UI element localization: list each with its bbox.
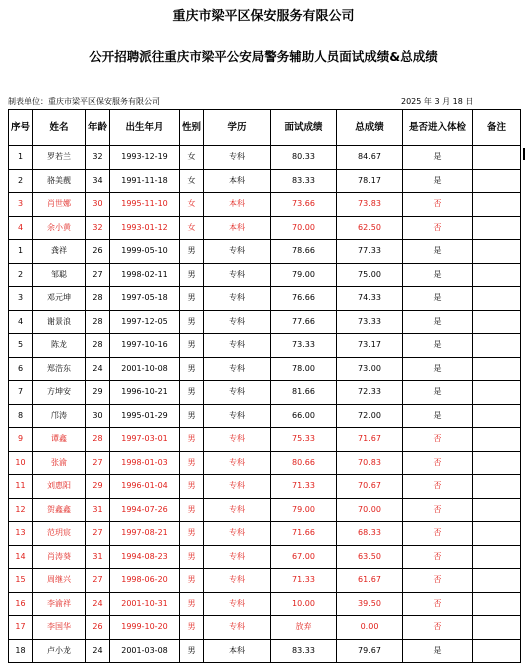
cell-birth: 2001-10-31 [110,592,180,616]
cell-gender: 男 [180,522,204,546]
cell-age: 30 [86,404,110,428]
table-row [9,592,521,616]
cell-total-score: 73.33 [337,310,403,334]
cell-birth: 1996-01-04 [110,475,180,499]
cell-no: 13 [9,522,33,546]
table-row [9,616,521,640]
cell-gender: 男 [180,310,204,334]
cell-name: 范玥宸 [33,522,86,546]
cell-name: 邹聪 [33,263,86,287]
cell-age: 24 [86,592,110,616]
cell-total-score: 62.50 [337,216,403,240]
cell-age: 26 [86,240,110,264]
cell-physical-exam: 是 [403,263,473,287]
cell-no: 15 [9,569,33,593]
cell-education: 本科 [204,216,271,240]
cell-name: 骆美靓 [33,169,86,193]
score-table [8,109,521,663]
cell-total-score: 73.83 [337,193,403,217]
header-no: 序号 [9,110,33,146]
cell-age: 24 [86,639,110,663]
cell-total-score: 61.67 [337,569,403,593]
cell-physical-exam: 是 [403,381,473,405]
table-body [9,146,521,663]
table-header-row [9,110,521,146]
cell-birth: 1996-10-21 [110,381,180,405]
cell-name: 谭鑫 [33,428,86,452]
cell-age: 27 [86,451,110,475]
header-education: 学历 [204,110,271,146]
cell-education: 专科 [204,569,271,593]
cell-interview-score: 67.00 [271,545,337,569]
cell-remark [473,169,521,193]
cell-gender: 男 [180,357,204,381]
cell-interview-score: 77.66 [271,310,337,334]
table-row [9,146,521,170]
cell-remark [473,498,521,522]
cell-education: 专科 [204,287,271,311]
cell-no: 3 [9,193,33,217]
cell-education: 专科 [204,498,271,522]
cell-age: 34 [86,169,110,193]
table-row [9,522,521,546]
cell-total-score: 0.00 [337,616,403,640]
table-row [9,639,521,663]
cell-physical-exam: 否 [403,592,473,616]
cell-no: 11 [9,475,33,499]
cell-education: 专科 [204,522,271,546]
cell-physical-exam: 是 [403,639,473,663]
cell-remark [473,334,521,358]
header-total-score: 总成绩 [337,110,403,146]
cell-total-score: 72.00 [337,404,403,428]
cell-interview-score: 73.66 [271,193,337,217]
cell-remark [473,193,521,217]
cell-remark [473,569,521,593]
cell-remark [473,287,521,311]
cell-physical-exam: 否 [403,475,473,499]
cell-gender: 男 [180,404,204,428]
cell-physical-exam: 是 [403,334,473,358]
cell-gender: 男 [180,381,204,405]
table-row [9,310,521,334]
table-row [9,428,521,452]
header-birth: 出生年月 [110,110,180,146]
cell-birth: 1998-02-11 [110,263,180,287]
cell-gender: 男 [180,334,204,358]
cell-total-score: 70.67 [337,475,403,499]
cell-physical-exam: 是 [403,240,473,264]
cell-education: 专科 [204,146,271,170]
cell-no: 14 [9,545,33,569]
cell-gender: 男 [180,498,204,522]
cell-remark [473,263,521,287]
cell-no: 18 [9,639,33,663]
header-name: 姓名 [33,110,86,146]
table-row [9,569,521,593]
cell-birth: 1994-07-26 [110,498,180,522]
cell-name: 谢景浪 [33,310,86,334]
issue-date: 2025 年 3 月 18 日 [401,97,474,106]
cell-interview-score: 73.33 [271,334,337,358]
cell-remark [473,146,521,170]
cell-no: 2 [9,169,33,193]
cell-gender: 男 [180,616,204,640]
cell-total-score: 78.17 [337,169,403,193]
cell-age: 32 [86,146,110,170]
cell-birth: 1997-12-05 [110,310,180,334]
text-cursor [523,148,525,160]
cell-name: 陈龙 [33,334,86,358]
cell-gender: 男 [180,287,204,311]
cell-interview-score: 80.33 [271,146,337,170]
cell-birth: 1997-08-21 [110,522,180,546]
cell-remark [473,639,521,663]
cell-physical-exam: 否 [403,616,473,640]
cell-physical-exam: 否 [403,522,473,546]
header-gender: 性别 [180,110,204,146]
cell-age: 28 [86,287,110,311]
cell-remark [473,381,521,405]
cell-age: 29 [86,475,110,499]
cell-birth: 1993-12-19 [110,146,180,170]
header-remark: 备注 [473,110,521,146]
cell-gender: 男 [180,545,204,569]
cell-birth: 1997-03-01 [110,428,180,452]
cell-age: 32 [86,216,110,240]
cell-gender: 女 [180,169,204,193]
cell-total-score: 73.17 [337,334,403,358]
cell-birth: 1999-10-20 [110,616,180,640]
cell-physical-exam: 是 [403,310,473,334]
cell-age: 28 [86,310,110,334]
cell-name: 贺鑫鑫 [33,498,86,522]
cell-age: 28 [86,428,110,452]
cell-education: 专科 [204,263,271,287]
cell-interview-score: 66.00 [271,404,337,428]
cell-name: 肖涛葵 [33,545,86,569]
table-row [9,475,521,499]
cell-interview-score: 71.33 [271,569,337,593]
cell-birth: 1995-11-10 [110,193,180,217]
cell-education: 专科 [204,240,271,264]
cell-education: 专科 [204,310,271,334]
cell-education: 本科 [204,639,271,663]
cell-no: 9 [9,428,33,452]
table-row [9,404,521,428]
cell-no: 7 [9,381,33,405]
cell-gender: 男 [180,569,204,593]
cell-birth: 1997-05-18 [110,287,180,311]
cell-no: 12 [9,498,33,522]
cell-no: 6 [9,357,33,381]
cell-remark [473,592,521,616]
cell-birth: 2001-10-08 [110,357,180,381]
cell-total-score: 84.67 [337,146,403,170]
cell-birth: 1999-05-10 [110,240,180,264]
cell-gender: 男 [180,428,204,452]
cell-remark [473,240,521,264]
cell-interview-score: 75.33 [271,428,337,452]
document-meta [8,96,520,108]
cell-name: 龚祥 [33,240,86,264]
cell-physical-exam: 否 [403,451,473,475]
cell-interview-score: 71.33 [271,475,337,499]
header-physical-exam: 是否进入体检 [403,110,473,146]
cell-no: 1 [9,146,33,170]
cell-birth: 1995-01-29 [110,404,180,428]
cell-interview-score: 83.33 [271,639,337,663]
cell-remark [473,475,521,499]
document-title: 公开招聘派往重庆市梁平公安局警务辅助人员面试成绩&总成绩 [89,49,438,64]
cell-total-score: 79.67 [337,639,403,663]
cell-education: 专科 [204,357,271,381]
cell-gender: 女 [180,146,204,170]
cell-total-score: 39.50 [337,592,403,616]
cell-education: 专科 [204,545,271,569]
cell-education: 专科 [204,592,271,616]
cell-birth: 1994-08-23 [110,545,180,569]
cell-name: 刘惠阳 [33,475,86,499]
cell-name: 方坤安 [33,381,86,405]
table-row [9,357,521,381]
cell-total-score: 71.67 [337,428,403,452]
cell-gender: 男 [180,451,204,475]
cell-birth: 2001-03-08 [110,639,180,663]
cell-education: 本科 [204,169,271,193]
cell-name: 卢小龙 [33,639,86,663]
cell-no: 4 [9,216,33,240]
cell-name: 郑浩东 [33,357,86,381]
cell-gender: 男 [180,639,204,663]
cell-name: 邓元坤 [33,287,86,311]
cell-physical-exam: 否 [403,569,473,593]
cell-education: 专科 [204,451,271,475]
cell-total-score: 70.83 [337,451,403,475]
cell-total-score: 75.00 [337,263,403,287]
cell-interview-score: 83.33 [271,169,337,193]
cell-total-score: 68.33 [337,522,403,546]
cell-education: 专科 [204,428,271,452]
cell-total-score: 72.33 [337,381,403,405]
cell-remark [473,404,521,428]
cell-no: 16 [9,592,33,616]
cell-name: 李渝祥 [33,592,86,616]
table-row [9,287,521,311]
cell-education: 专科 [204,475,271,499]
cell-total-score: 63.50 [337,545,403,569]
cell-age: 24 [86,357,110,381]
cell-interview-score: 70.00 [271,216,337,240]
cell-education: 专科 [204,404,271,428]
cell-age: 29 [86,381,110,405]
cell-birth: 1991-11-18 [110,169,180,193]
cell-gender: 男 [180,263,204,287]
cell-no: 17 [9,616,33,640]
cell-name: 李国华 [33,616,86,640]
cell-interview-score: 10.00 [271,592,337,616]
cell-remark [473,616,521,640]
cell-no: 3 [9,287,33,311]
table-row [9,193,521,217]
cell-physical-exam: 否 [403,498,473,522]
table-row [9,169,521,193]
cell-gender: 女 [180,216,204,240]
cell-remark [473,428,521,452]
table-row [9,216,521,240]
cell-no: 10 [9,451,33,475]
table-row [9,545,521,569]
table-row [9,381,521,405]
cell-no: 5 [9,334,33,358]
cell-gender: 男 [180,240,204,264]
cell-gender: 男 [180,592,204,616]
header-interview-score: 面试成绩 [271,110,337,146]
cell-age: 27 [86,263,110,287]
cell-interview-score: 78.66 [271,240,337,264]
cell-birth: 1998-06-20 [110,569,180,593]
cell-name: 罗若兰 [33,146,86,170]
cell-age: 27 [86,569,110,593]
cell-education: 本科 [204,193,271,217]
cell-education: 专科 [204,381,271,405]
cell-no: 2 [9,263,33,287]
cell-physical-exam: 是 [403,357,473,381]
cell-physical-exam: 否 [403,193,473,217]
cell-no: 4 [9,310,33,334]
cell-age: 31 [86,498,110,522]
table-row [9,334,521,358]
cell-remark [473,357,521,381]
company-title: 重庆市梁平区保安服务有限公司 [172,9,355,24]
cell-birth: 1998-01-03 [110,451,180,475]
table-row [9,451,521,475]
cell-total-score: 77.33 [337,240,403,264]
cell-interview-score: 81.66 [271,381,337,405]
cell-total-score: 73.00 [337,357,403,381]
cell-gender: 男 [180,475,204,499]
cell-name: 周继兴 [33,569,86,593]
cell-physical-exam: 是 [403,169,473,193]
cell-no: 1 [9,240,33,264]
cell-physical-exam: 是 [403,404,473,428]
cell-interview-score: 79.00 [271,498,337,522]
table-row [9,240,521,264]
cell-physical-exam: 否 [403,216,473,240]
cell-remark [473,310,521,334]
cell-total-score: 74.33 [337,287,403,311]
cell-age: 30 [86,193,110,217]
cell-interview-score: 78.00 [271,357,337,381]
cell-total-score: 70.00 [337,498,403,522]
cell-physical-exam: 是 [403,287,473,311]
cell-interview-score: 71.66 [271,522,337,546]
cell-birth: 1997-10-16 [110,334,180,358]
cell-remark [473,522,521,546]
issuing-unit: 制表单位：重庆市梁平区保安服务有限公司 [8,97,160,106]
cell-name: 张渝 [33,451,86,475]
cell-physical-exam: 否 [403,545,473,569]
cell-name: 邝涛 [33,404,86,428]
cell-age: 26 [86,616,110,640]
cell-interview-score: 80.66 [271,451,337,475]
cell-birth: 1993-01-12 [110,216,180,240]
cell-remark [473,451,521,475]
cell-education: 专科 [204,616,271,640]
header-age: 年龄 [86,110,110,146]
cell-age: 27 [86,522,110,546]
cell-name: 肖世娜 [33,193,86,217]
cell-remark [473,545,521,569]
cell-age: 31 [86,545,110,569]
cell-physical-exam: 否 [403,428,473,452]
cell-education: 专科 [204,334,271,358]
table-row [9,263,521,287]
cell-interview-score: 76.66 [271,287,337,311]
cell-no: 8 [9,404,33,428]
cell-physical-exam: 是 [403,146,473,170]
table-row [9,498,521,522]
cell-remark [473,216,521,240]
cell-gender: 女 [180,193,204,217]
cell-name: 余小黄 [33,216,86,240]
cell-age: 28 [86,334,110,358]
cell-interview-score: 79.00 [271,263,337,287]
cell-interview-score: 放弃 [271,616,337,640]
